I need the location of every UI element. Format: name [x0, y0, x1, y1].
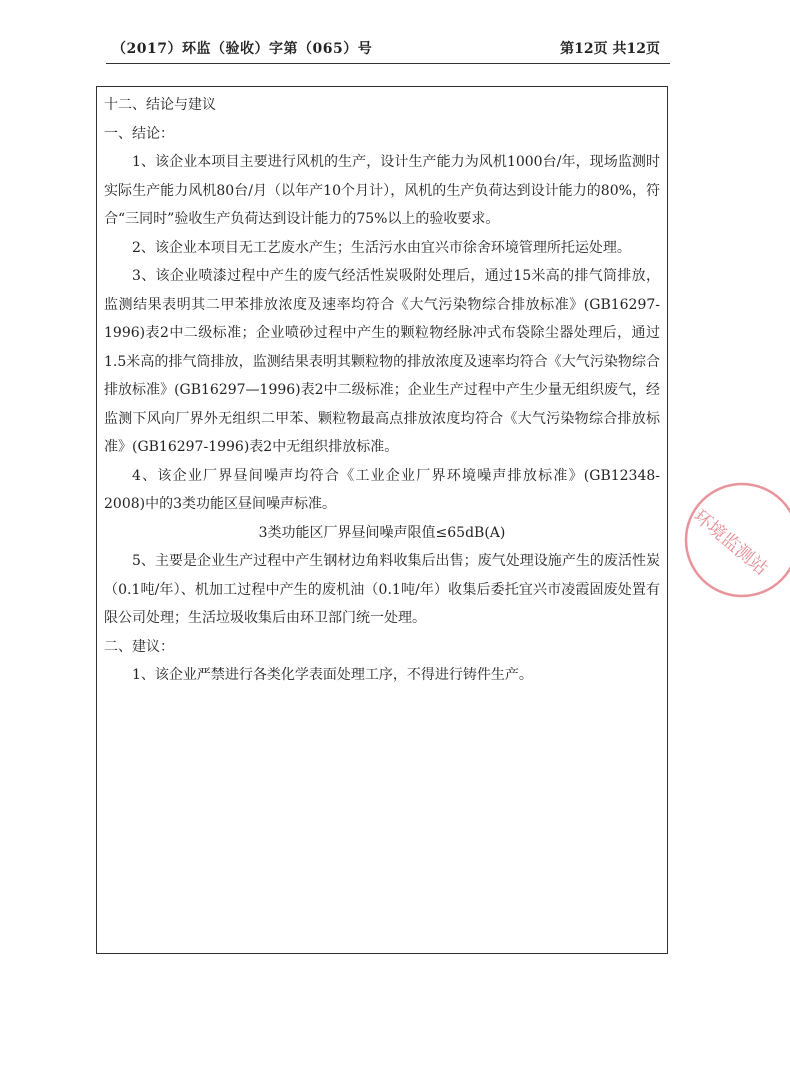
conclusion-item-5: 5、主要是企业生产过程中产生钢材边角料收集后出售；废气处理设施产生的废活性炭（0.1吨/年）、机加工过程中产生的废机油（0.1吨/年）收集后委托宜兴市凌霞固废处置有限公司处理；生活垃圾收集后由环卫部门统一处理。 [104, 553, 660, 626]
suggestion-heading: 二、建议： [104, 638, 174, 655]
section-title: 十二、结论与建议 [104, 97, 216, 113]
conclusion-heading: 一、结论： [104, 125, 174, 142]
header-rule [106, 63, 670, 64]
conclusion-item-2: 2、该企业本项目无工艺废水产生；生活污水由宜兴市徐舍环境管理所托运处理。 [132, 239, 631, 256]
doc-number: （2017）环监（验收）字第（065）号 [112, 41, 373, 57]
conclusion-item-1: 1、该企业本项目主要进行风机的生产，设计生产能力为风机1000台/年，现场监测时实际生产能力风机80台/月（以年产10个月计），风机的生产负荷达到设计能力的80%，符合“三同时”验收生产负荷达到设计能力的75%以上的验收要求。 [104, 154, 660, 227]
conclusion-item-3: 3、该企业喷漆过程中产生的废气经活性炭吸附处理后，通过15米高的排气筒排放，监测结果表明其二甲苯排放浓度及速率均符合《大气污染物综合排放标准》(GB16297-1996)表2中二级标准；企业喷砂过程中产生的颗粒物经脉冲式布袋除尘器处理后，通过1.5米高的排气筒排放，监测结果表明其颗粒物的排放浓度及速率均符合《大气污染物综合排放标准》(GB16297—1996)表2中二级标准；企业生产过程中产生少量无组织废气，经监测下风向厂界外无组织二甲苯、颗粒物最高点排放浓度均符合《大气污染物综合排放标准》(GB16297-1996)表2中无组织排放标准。 [104, 268, 660, 455]
page-info: 第12页 共12页 [560, 41, 660, 57]
noise-limit: 3类功能区厂界昼间噪声限值≤65dB(A) [258, 524, 506, 541]
suggestion-item-1: 1、该企业严禁进行各类化学表面处理工序，不得进行铸件生产。 [132, 667, 533, 683]
official-seal [670, 480, 790, 610]
content-body [104, 91, 660, 690]
seal-text: 环境监测站 [689, 505, 772, 580]
conclusion-item-4: 4、该企业厂界昼间噪声均符合《工业企业厂界环境噪声排放标准》(GB12348-2008)中的3类功能区昼间噪声标准。 [104, 467, 660, 512]
